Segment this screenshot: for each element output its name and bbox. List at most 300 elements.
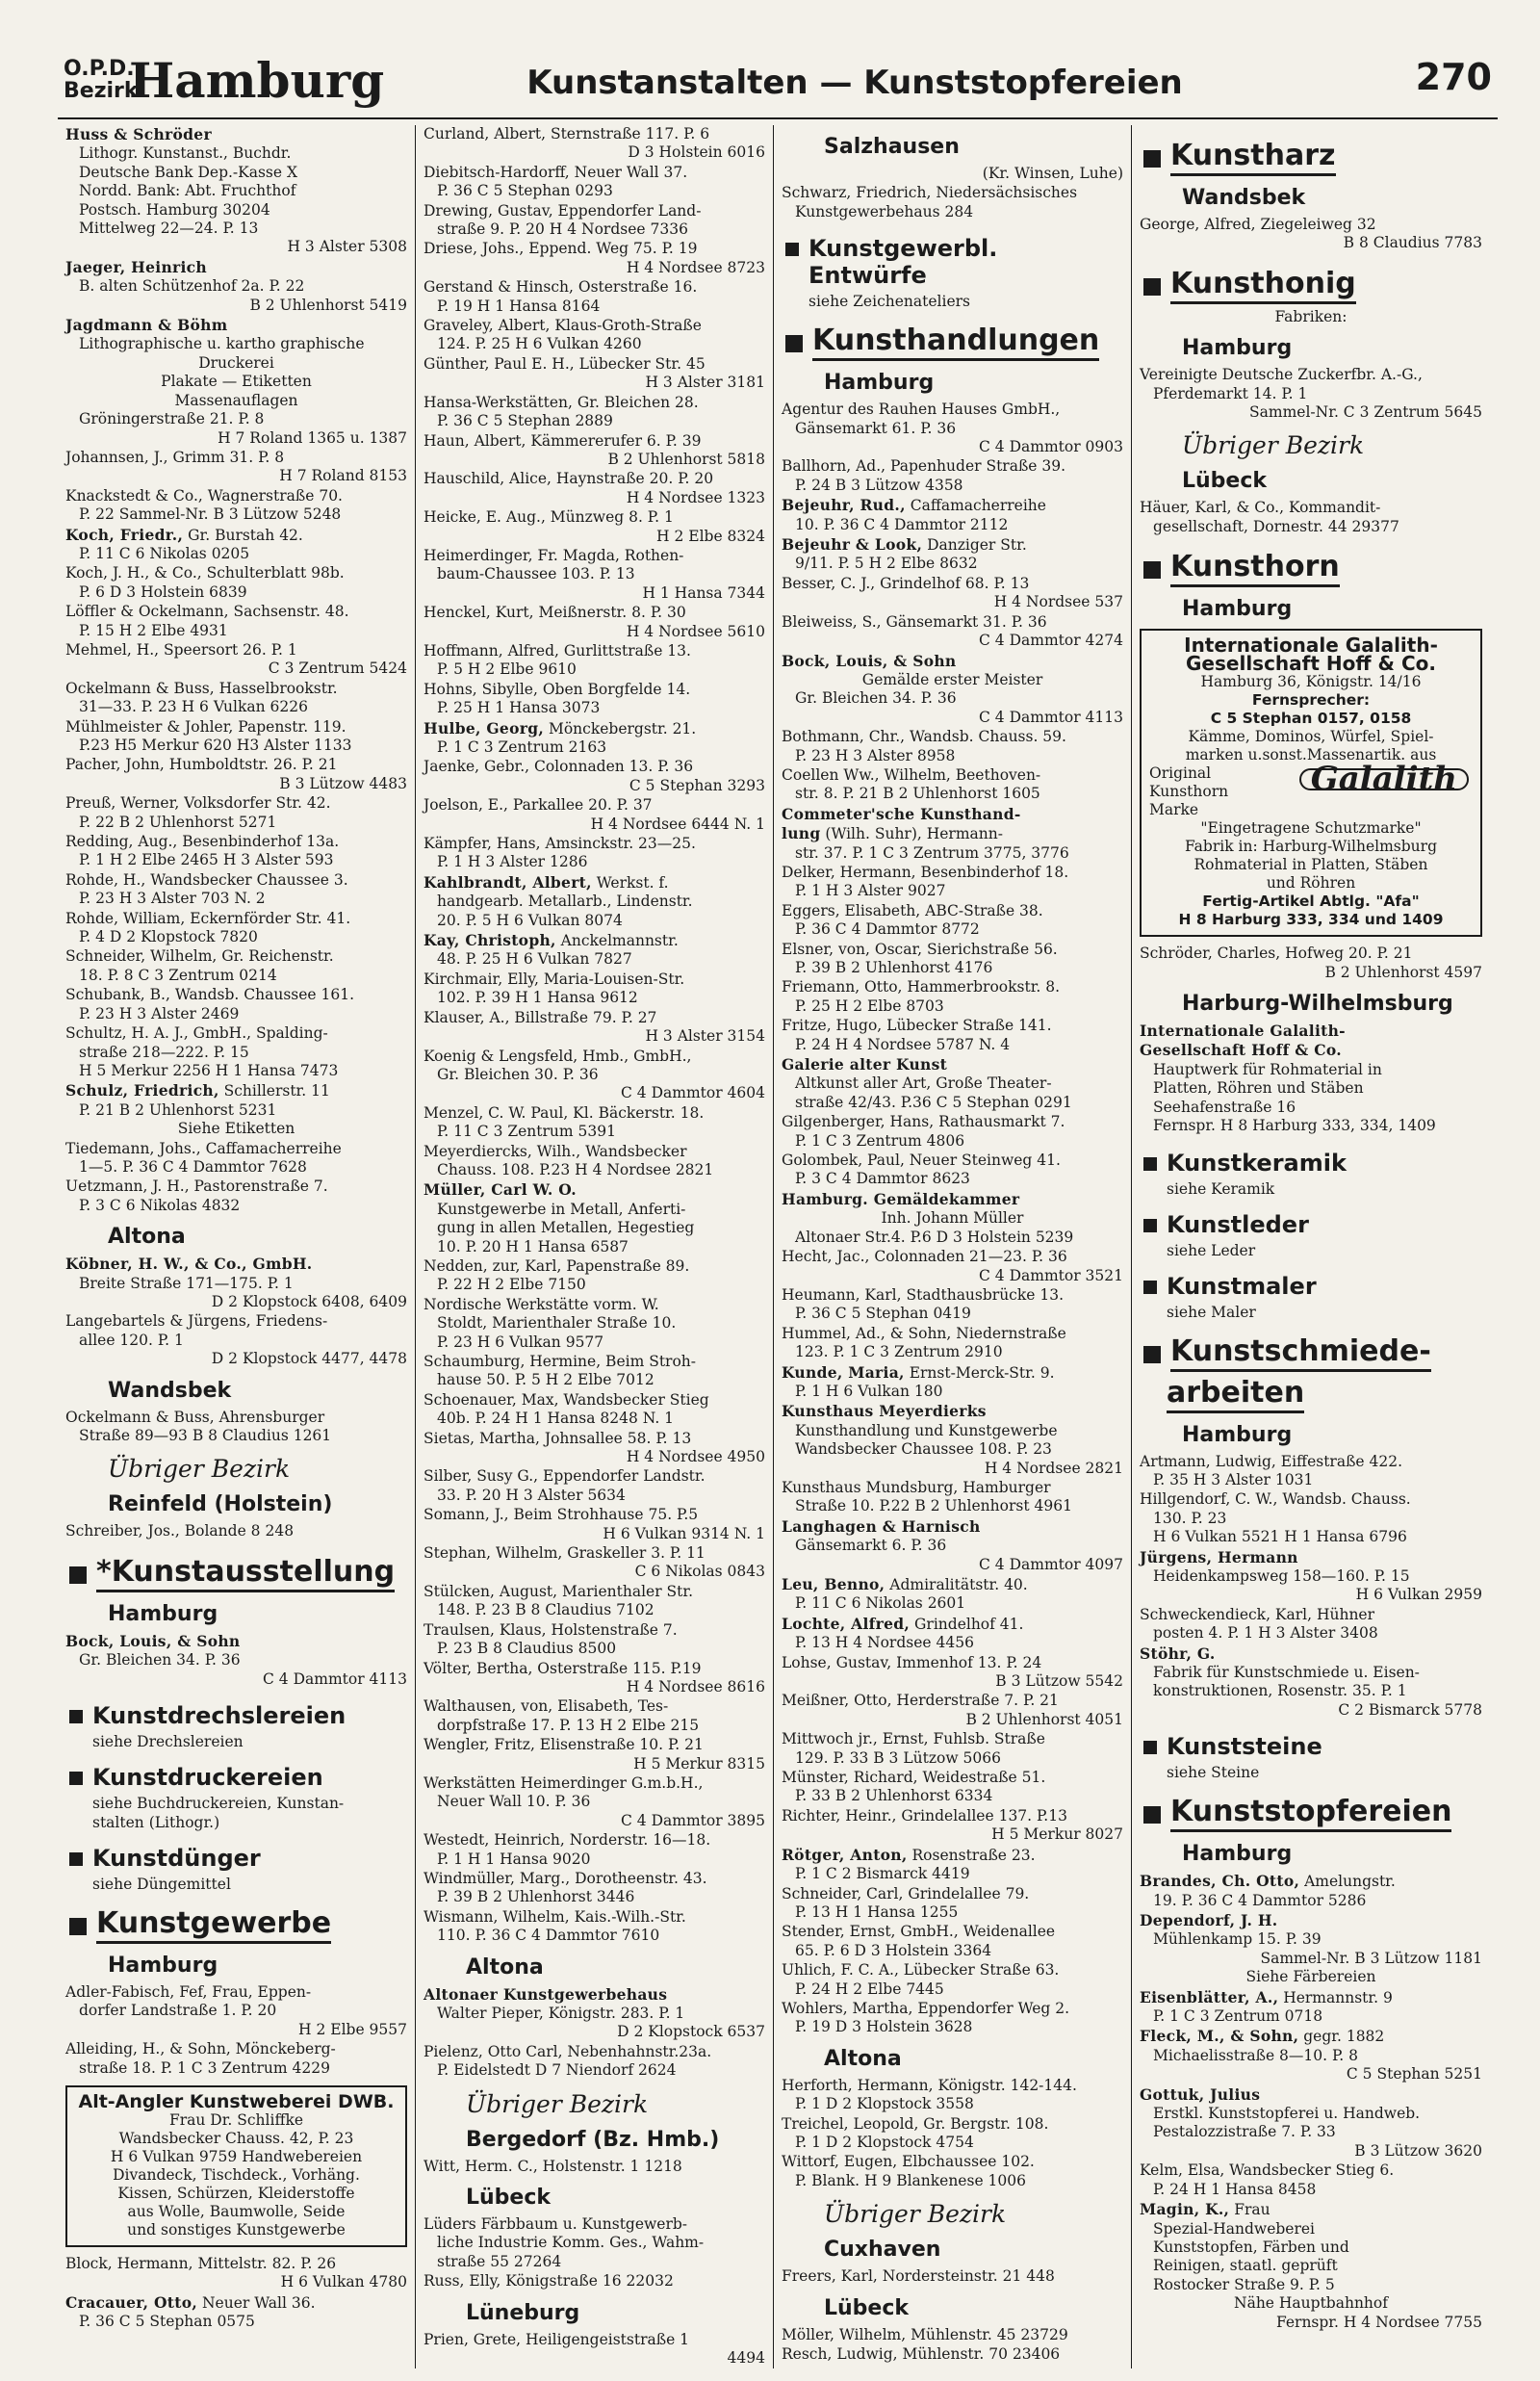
entry-text: B 3 Lützow 3620: [1354, 2141, 1482, 2160]
directory-entry: [65, 833, 407, 870]
entry-text: B 3 Lützow 4483: [279, 774, 407, 792]
directory-entry: [782, 457, 1123, 495]
entry-line: [424, 125, 765, 143]
entry-text: C 4 Dammtor 3895: [621, 1811, 765, 1829]
entry-line: [782, 1343, 1123, 1361]
directory-entry: [424, 1544, 765, 1582]
entry-line: [65, 354, 407, 373]
entry-line: [424, 298, 765, 316]
directory-entry: [1140, 1548, 1482, 1605]
entry-text: Lohse, Gustav, Immenhof 13. P. 24: [782, 1653, 1042, 1671]
entry-name: Commeter'sche Kunsthand-: [782, 804, 1021, 823]
ad-line: Hamburg 36, Königstr. 14/16: [1200, 673, 1422, 691]
entry-text: Joelson, E., Parkallee 20. P. 37: [424, 796, 653, 815]
entry-text: Rosenstraße 23.: [907, 1846, 1036, 1864]
entry-line: [424, 642, 765, 660]
entry-text: P. 22 Sammel-Nr. B 3 Lützow 5248: [79, 505, 342, 524]
entry-text: Schneider, Carl, Grindelallee 79.: [782, 1884, 1030, 1902]
entry-text: Siehe Färbereien: [1245, 1968, 1376, 1986]
entry-text: Stülcken, August, Marienthaler Str.: [424, 1582, 694, 1600]
entry-line: [1140, 1079, 1482, 1098]
entry-line: [424, 681, 765, 699]
entry-text: P. 36 C 5 Stephan 0575: [79, 2313, 255, 2331]
entry-line: [1140, 1701, 1482, 1720]
entry-text: C 4 Dammtor 0903: [979, 438, 1123, 456]
entry-line: [782, 1248, 1123, 1266]
entry-text: Seehafenstraße 16: [1153, 1098, 1296, 1116]
opd-label: O.P.D. Bezirk: [64, 57, 139, 103]
square-bullet-icon: [785, 335, 803, 352]
entry-text: Hansa-Werkstätten, Gr. Bleichen 28.: [424, 393, 699, 411]
entry-text: Curland, Albert, Sternstraße 117. P. 6: [424, 125, 710, 142]
entry-line: [1140, 2065, 1482, 2083]
entry-text: P. 24 H 2 Elbe 7445: [795, 1980, 944, 1998]
entry-line: [424, 1506, 765, 1524]
entry-line: [782, 1556, 1123, 1574]
directory-entry: [424, 2331, 765, 2368]
entry-text: 18. P. 8 C 3 Zentrum 0214: [79, 966, 277, 984]
entry-line: [65, 2255, 407, 2273]
entry-line: [782, 1113, 1123, 1131]
entry-line: [65, 316, 407, 335]
entry-text: Mehmel, H., Speersort 26. P. 1: [65, 640, 297, 659]
entry-line: [65, 545, 407, 563]
entry-text: Lithogr. Kunstanst., Buchdr.: [79, 144, 292, 163]
entry-line: [65, 794, 407, 813]
entry-text: P. 36 C 5 Stephan 2889: [437, 412, 613, 430]
category-heading: [1140, 1273, 1482, 1300]
directory-entry: [424, 604, 765, 641]
entry-text: Koch, J. H., & Co., Schulterblatt 98b.: [65, 564, 345, 582]
entry-line: [782, 477, 1123, 495]
ad-line: Fabrik in: Harburg-Wilhelmsburg: [1184, 838, 1437, 856]
entry-line: [424, 1333, 765, 1352]
directory-entry: [782, 2077, 1123, 2114]
place-heading: Bergedorf (Bz. Hmb.): [466, 2127, 720, 2152]
category-title: Kunstdruckereien: [92, 1764, 323, 1792]
entry-text: 48. P. 25 H 6 Vulkan 7827: [437, 950, 632, 969]
directory-entry: [782, 1846, 1123, 1884]
entry-text: P. 1 D 2 Klopstock 3558: [795, 2095, 974, 2113]
directory-entry: [782, 1923, 1123, 1960]
entry-text: P. 21 B 2 Uhlenhorst 5231: [79, 1100, 277, 1119]
directory-entry: [782, 728, 1123, 765]
entry-line: [424, 699, 765, 717]
entry-text: Pferdemarkt 14. P. 1: [1153, 384, 1308, 402]
entry-text: George, Alfred, Ziegeleiweg 32: [1140, 216, 1376, 233]
directory-entry: [65, 756, 407, 793]
entry-text: H 5 Merkur 2256 H 1 Hansa 7473: [79, 1061, 339, 1079]
entry-line: [65, 1101, 407, 1120]
entry-text: Gilgenberger, Hans, Rathausmarkt 7.: [782, 1113, 1065, 1131]
entry-text: Fabrik für Kunstschmiede u. Eisen-: [1153, 1663, 1420, 1681]
entry-line: [782, 920, 1123, 939]
entry-text: 33. P. 20 H 3 Alster 5634: [437, 1486, 626, 1504]
entry-line: [424, 1410, 765, 1428]
entry-text: P. 6 D 3 Holstein 6839: [79, 582, 247, 601]
entry-line: [424, 489, 765, 507]
directory-entry: [424, 1506, 765, 1543]
see-reference: siehe Buchdruckereien, Kunstan-: [92, 1795, 345, 1813]
entry-text: Nordd. Bank: Abt. Fruchthof: [79, 182, 296, 200]
entry-line: [424, 989, 765, 1007]
entry-text: Möller, Wilhelm, Mühlenstr. 45 23729: [782, 2325, 1068, 2343]
ad-line: Original: [1149, 764, 1212, 783]
entry-line: [1140, 1930, 1482, 1949]
entry-line: [65, 2273, 407, 2291]
entry-text: Lüders Färbbaum u. Kunstgewerb-: [424, 2215, 688, 2234]
entry-text: P. 5 H 2 Elbe 9610: [437, 660, 577, 679]
entry-text: Klauser, A., Billstraße 79. P. 27: [424, 1008, 657, 1026]
directory-entry: [1140, 2200, 1482, 2332]
entry-line: [1140, 1099, 1482, 1117]
entry-text: Tiedemann, Johs., Caffamacherreihe: [65, 1139, 342, 1157]
entry-line: [424, 1563, 765, 1581]
directory-entry: [424, 470, 765, 507]
square-bullet-icon: [1143, 1346, 1161, 1363]
entry-line: [424, 259, 765, 277]
entry-line: [65, 1983, 407, 2002]
category-heading: [1140, 1150, 1482, 1177]
entry-line: [782, 2134, 1123, 2152]
entry-line: [424, 1123, 765, 1141]
entry-text: Knackstedt & Co., Wagnerstraße 70.: [65, 486, 343, 505]
entry-text: Spezial-Handweberei: [1153, 2219, 1316, 2238]
entry-line: [65, 871, 407, 890]
entry-text: Fritze, Hugo, Lübecker Straße 141.: [782, 1017, 1052, 1035]
entry-line: [65, 1140, 407, 1158]
entry-name: Leu, Benno,: [782, 1575, 886, 1593]
directory-entry: [65, 1255, 407, 1311]
square-bullet-icon: [785, 243, 799, 256]
entry-text: Neuer Wall 36.: [197, 2293, 316, 2312]
entry-text: Mühlmeister & Johler, Papenstr. 119.: [65, 717, 346, 736]
place-heading: Hamburg: [1182, 597, 1293, 622]
directory-entry: [424, 202, 765, 240]
entry-line: [424, 777, 765, 795]
entry-line: [782, 882, 1123, 900]
entry-line: [782, 1730, 1123, 1748]
entry-line: [424, 660, 765, 679]
ad-line: Rohmaterial in Platten, Stäben: [1194, 856, 1428, 874]
entry-text: B 3 Lützow 5542: [995, 1672, 1123, 1691]
entry-text: D 2 Klopstock 6537: [617, 2023, 765, 2041]
entry-text: Danziger Str.: [922, 536, 1027, 555]
entry-line: [424, 1831, 765, 1850]
entry-text: Hillgendorf, C. W., Wandsb. Chauss.: [1140, 1490, 1411, 1509]
directory-entry: [424, 642, 765, 680]
directory-entry: [782, 1730, 1123, 1768]
entry-text: D 3 Holstein 6016: [628, 143, 765, 162]
entry-text: P. 11 C 6 Nikolas 0205: [79, 544, 250, 562]
entry-line: [424, 1812, 765, 1830]
entry-name: Magin, K.,: [1140, 2200, 1230, 2219]
entry-text: P. 1 H 3 Alster 9027: [795, 882, 946, 900]
category-title: Kunstdrechslereien: [92, 1702, 346, 1730]
entry-line: [65, 201, 407, 220]
directory-entry: [782, 1190, 1123, 1247]
entry-line: [782, 997, 1123, 1016]
entry-line: [424, 1544, 765, 1563]
entry-line: [65, 335, 407, 353]
entry-text: Gr. Burstah 42.: [183, 526, 303, 544]
entry-line: [65, 680, 407, 698]
category-title: Kunsthonig: [1170, 267, 1356, 304]
entry-line: [424, 317, 765, 335]
entry-line: [65, 947, 407, 966]
entry-text: Chauss. 108. P.23 H 4 Nordsee 2821: [437, 1160, 714, 1178]
entry-text: Fernspr. H 4 Nordsee 7755: [1275, 2313, 1482, 2331]
entry-text: Prien, Grete, Heiligengeiststraße 1: [424, 2330, 690, 2348]
place-heading: Übriger Bezirk: [466, 2089, 649, 2118]
entry-text: Graveley, Albert, Klaus-Groth-Straße: [424, 317, 702, 335]
directory-entry: [424, 796, 765, 834]
directory-entry: [424, 1353, 765, 1390]
category-heading: [65, 1906, 407, 1944]
directory-entry: [782, 575, 1123, 612]
place-heading: Altona: [466, 1954, 544, 1980]
directory-entry: [65, 1178, 407, 1215]
entry-text: Ockelmann & Buss, Hasselbrookstr.: [65, 679, 338, 697]
directory-entry: [424, 317, 765, 354]
entry-line: [782, 1885, 1123, 1903]
directory-entry: [782, 766, 1123, 804]
entry-line: [424, 1601, 765, 1619]
entry-line: [782, 1942, 1123, 1960]
entry-line: [424, 1621, 765, 1640]
entry-name: Huss & Schröder: [65, 125, 212, 143]
directory-entry: [1140, 2027, 1482, 2083]
column-1: [58, 125, 416, 2368]
entry-line: [424, 719, 765, 738]
directory-entry: [65, 2255, 407, 2292]
directory-entry: [782, 1575, 1123, 1614]
place-heading: Hamburg: [1182, 1422, 1293, 1447]
galalith-advertisement: [1140, 629, 1482, 937]
entry-text: H 4 Nordsee 5610: [626, 622, 765, 640]
entry-line: [424, 623, 765, 641]
entry-text: Ernst-Merck-Str. 9.: [904, 1363, 1055, 1382]
entry-text: H 5 Merkur 8027: [991, 1825, 1123, 1844]
directory-entry: [1140, 1872, 1482, 1910]
entry-line: [1140, 366, 1482, 384]
entry-line: [424, 2005, 765, 2023]
directory-entry: [65, 1409, 407, 1446]
entry-line: [782, 1615, 1123, 1634]
entry-text: konstruktionen, Rosenstr. 35. P. 1: [1153, 1682, 1407, 1700]
entry-text: Block, Hermann, Mittelstr. 82. P. 26: [65, 2255, 337, 2273]
directory-entry: [424, 1143, 765, 1180]
directory-entry: [782, 2115, 1123, 2153]
category-title: Kunstleder: [1167, 1210, 1309, 1238]
entry-line: [782, 1575, 1123, 1594]
directory-entry: [1140, 1911, 1482, 1987]
entry-text: Koenig & Lengsfeld, Hmb., GmbH.,: [424, 1047, 692, 1065]
directory-entry: [782, 165, 1123, 183]
entry-text: Langebartels & Jürgens, Friedens-: [65, 1312, 328, 1331]
directory-entry: [424, 1430, 765, 1467]
entry-text: H 1 Hansa 7344: [642, 583, 765, 602]
entry-text: Meyerdiercks, Wilh., Wandsbecker: [424, 1142, 687, 1160]
entry-text: Gr. Bleichen 34. P. 36: [79, 1651, 241, 1669]
entry-line: [65, 277, 407, 296]
entry-text: Driese, Johs., Eppend. Weg 75. P. 19: [424, 240, 698, 258]
entry-line: [424, 1143, 765, 1161]
entry-line: [424, 1066, 765, 1084]
directory-entry: [424, 1048, 765, 1103]
entry-line: [782, 1074, 1123, 1093]
ad-phone: C 5 Stephan 0157, 0158: [1210, 710, 1412, 728]
directory-entry: [782, 613, 1123, 651]
entry-text: H 6 Vulkan 2959: [1355, 1586, 1482, 1604]
entry-line: [782, 1672, 1123, 1691]
entry-line: [782, 1787, 1123, 1805]
entry-text: P. 3 C 6 Nikolas 4832: [79, 1196, 241, 1214]
entry-text: Günther, Paul E. H., Lübecker Str. 45: [424, 354, 706, 373]
entry-text: H 7 Roland 1365 u. 1387: [218, 428, 407, 447]
entry-line: [424, 758, 765, 776]
directory-entry: [65, 1024, 407, 1080]
entry-line: [424, 1487, 765, 1505]
entry-text: Deutsche Bank Dep.-Kasse X: [79, 163, 298, 181]
entry-line: [782, 1055, 1123, 1074]
entry-text: posten 4. P. 1 H 3 Alster 3408: [1153, 1624, 1378, 1643]
entry-line: [424, 1908, 765, 1927]
category-heading-cont: [1140, 1376, 1482, 1413]
entry-line: [782, 1036, 1123, 1054]
directory-entry: [782, 1517, 1123, 1574]
entry-line: [782, 555, 1123, 573]
directory-entry: [1140, 216, 1482, 253]
entry-text: P. 36 C 5 Stephan 0293: [437, 182, 613, 200]
entry-text: 130. P. 23: [1153, 1509, 1227, 1527]
entry-line: [65, 1332, 407, 1350]
entry-line: [782, 575, 1123, 593]
entry-line: [424, 2043, 765, 2061]
category-title: Kunstgewerbe: [96, 1906, 331, 1944]
entry-line: [782, 1517, 1123, 1537]
entry-line: [782, 2326, 1123, 2344]
entry-text: P. 23 H 3 Alster 2469: [79, 1004, 240, 1022]
directory-entry: [424, 971, 765, 1008]
entry-name: Internationale Galalith-: [1140, 1022, 1346, 1041]
directory-entry: [424, 2215, 765, 2271]
directory-entry: [424, 1257, 765, 1295]
entry-text: H 2 Elbe 9557: [298, 2020, 407, 2038]
entry-text: Vereinigte Deutsche Zuckerfbr. A.-G.,: [1140, 366, 1423, 384]
entry-text: Gänsemarkt 6. P. 36: [795, 1537, 947, 1555]
entry-line: [65, 1255, 407, 1274]
entry-line: [65, 1062, 407, 1080]
entry-line: [1140, 2085, 1482, 2105]
ad-line: Frau Dr. Schliffke: [168, 2111, 304, 2130]
entry-line: [65, 698, 407, 716]
entry-line: [424, 202, 765, 220]
entry-line: [65, 1312, 407, 1331]
entry-line: [65, 737, 407, 755]
entry-line: [782, 671, 1123, 689]
entry-text: straße 42/43. P.36 C 5 Stephan 0291: [795, 1093, 1072, 1111]
entry-line: [782, 652, 1123, 671]
entry-line: [1140, 1567, 1482, 1586]
entry-line: [65, 2293, 407, 2313]
entry-text: C 4 Dammtor 4097: [979, 1555, 1123, 1573]
directory-entry: [65, 871, 407, 909]
entry-line: [782, 203, 1123, 221]
directory-entry: [424, 125, 765, 163]
entry-text: Walthausen, von, Elisabeth, Tes-: [424, 1697, 669, 1716]
directory-entry: [1140, 308, 1482, 326]
entry-name: Gottuk, Julius: [1140, 2084, 1261, 2104]
entry-line: [1140, 1471, 1482, 1489]
entry-line: [782, 1209, 1123, 1228]
directory-entry: [782, 902, 1123, 940]
entry-line: [782, 1654, 1123, 1672]
entry-line: [782, 1325, 1123, 1343]
entry-line: [424, 1774, 765, 1793]
entry-line: [1140, 2027, 1482, 2046]
directory-entry: [782, 1615, 1123, 1653]
directory-entry: [424, 1697, 765, 1735]
entry-text: Altkunst aller Art, Große Theater-: [795, 1074, 1052, 1093]
entry-text: Inh. Johann Müller: [881, 1209, 1024, 1228]
section-title: Kunstanstalten — Kunststopfereien: [526, 64, 1183, 102]
entry-line: [782, 785, 1123, 803]
entry-text: Schultz, H. A. J., GmbH., Spalding-: [65, 1024, 328, 1043]
entry-text: Altonaer Str.4. P.6 D 3 Holstein 5239: [795, 1228, 1074, 1246]
entry-line: [424, 394, 765, 412]
directory-entry: [782, 864, 1123, 901]
entry-line: [65, 125, 407, 144]
directory-entry: [1140, 366, 1482, 422]
entry-line: [424, 1180, 765, 1200]
entry-line: [424, 1161, 765, 1179]
entry-name: Lochte, Alfred,: [782, 1614, 911, 1633]
entry-line: [65, 505, 407, 524]
entry-text: P. 39 B 2 Uhlenhorst 4176: [795, 959, 993, 976]
entry-text: Breite Straße 171—175. P. 1: [79, 1274, 294, 1292]
see-reference: siehe Leder: [1167, 1241, 1256, 1259]
entry-line: [65, 1427, 407, 1445]
entry-text: H 3 Alster 3154: [645, 1027, 765, 1046]
entry-name: Stöhr, G.: [1140, 1643, 1216, 1663]
directory-entry: [782, 941, 1123, 978]
entry-line: [1140, 1911, 1482, 1930]
entry-line: [782, 2018, 1123, 2036]
entry-text: H 4 Nordsee 6444 N. 1: [590, 815, 765, 833]
entry-text: Hoffmann, Alfred, Gurlittstraße 13.: [424, 641, 691, 660]
entry-line: [424, 604, 765, 622]
entry-text: str. 8. P. 21 B 2 Uhlenhorst 1605: [795, 785, 1040, 803]
entry-line: [65, 1522, 407, 1540]
entry-line: [424, 1678, 765, 1696]
entry-name: Schulz, Friedrich,: [65, 1081, 219, 1100]
ad-line: und sonstiges Kunstgewerbe: [127, 2221, 346, 2239]
entry-line: [1140, 518, 1482, 536]
entry-text: 110. P. 36 C 4 Dammtor 7610: [437, 1927, 660, 1945]
entry-text: Herforth, Hermann, Königstr. 142-144.: [782, 2076, 1077, 2094]
directory-entry: [65, 1140, 407, 1178]
directory-entry: [782, 805, 1123, 863]
entry-line: [65, 2040, 407, 2058]
entry-text: H 6 Vulkan 4780: [280, 2273, 407, 2291]
directory-entry: [782, 535, 1123, 574]
entry-text: Sietas, Martha, Johnsallee 58. P. 13: [424, 1429, 692, 1447]
entry-line: [1140, 1528, 1482, 1546]
entry-name: Müller, Carl W. O.: [424, 1180, 577, 1200]
see-reference: siehe Keramik: [1167, 1179, 1275, 1198]
place-heading: Wandsbek: [1182, 186, 1306, 210]
